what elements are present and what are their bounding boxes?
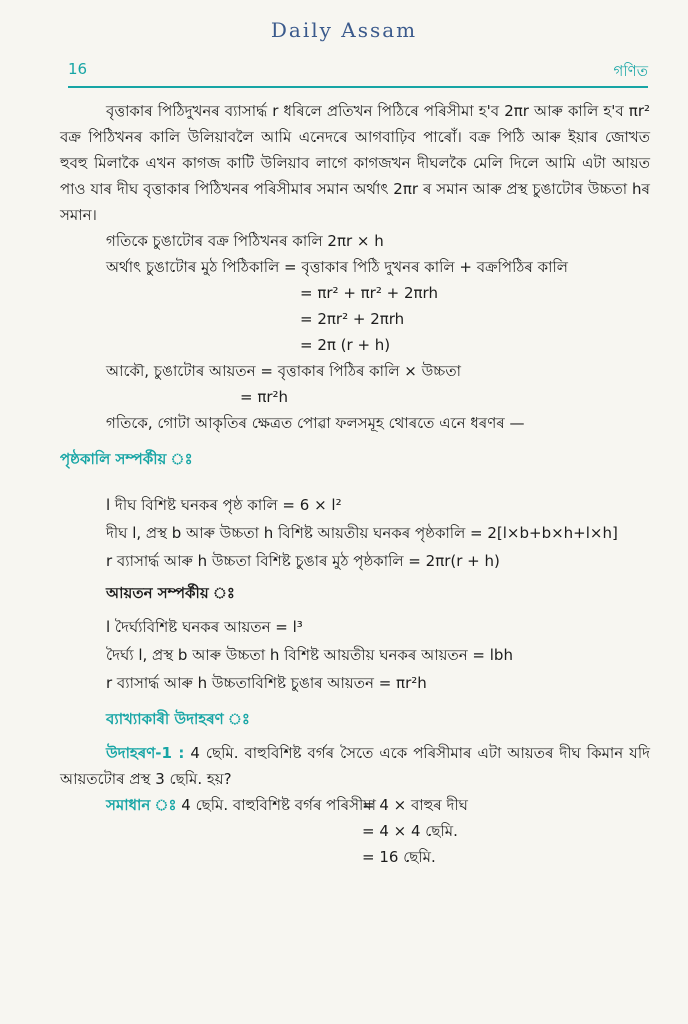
formula-line: l দৈৰ্ঘ্যবিশিষ্ট ঘনকৰ আয়তন = l³ bbox=[106, 618, 303, 636]
summary-line: গতিকে, গোটা আকৃতিৰ ক্ষেত্ৰত পোৱা ফলসমূহ থোৰতে এনে ধৰণৰ — bbox=[106, 414, 525, 432]
examples-heading: ব্যাখ্যাকাৰী উদাহৰণ ঃ bbox=[106, 710, 250, 728]
example-text: 4 ছেমি. বাহুবিশিষ্ট বৰ্গৰ সৈতে একে পৰিসীমাৰ এটা আয়তৰ দীঘ কিমান যদি আয়তটোৰ প্ৰস্থ 3 ছেমি. হয়? bbox=[60, 744, 650, 788]
solution-step-row: = 4 × 4 ছেমি. bbox=[362, 822, 458, 840]
page-number: 16 bbox=[68, 60, 88, 78]
curved-area-line: গতিকে চুঙাটোৰ বক্ৰ পিঠিখনৰ কালি 2πr × h bbox=[106, 232, 384, 250]
formula-line: l দীঘ বিশিষ্ট ঘনকৰ পৃষ্ঠ কালি = 6 × l² bbox=[106, 496, 342, 514]
formula-line: দৈৰ্ঘ্য l, প্ৰস্থ b আৰু উচ্চতা h বিশিষ্ট আয়তীয় ঘনকৰ আয়তন = lbh bbox=[106, 646, 513, 664]
header-rule bbox=[68, 86, 648, 88]
formula-line: r ব্যাসাৰ্দ্ধ আৰু h উচ্চতাবিশিষ্ট চুঙাৰ আয়তন = πr²h bbox=[106, 674, 427, 692]
subject-title: গণিত bbox=[613, 62, 648, 80]
solution-step: = 4 × বাহুৰ দীঘ bbox=[362, 796, 468, 814]
example-1 bbox=[60, 740, 650, 792]
example-label: উদাহৰণ-1 : bbox=[106, 744, 185, 762]
formula-line: r ব্যাসাৰ্দ্ধ আৰু h উচ্চতা বিশিষ্ট চুঙাৰ মুঠ পৃষ্ঠকালি = 2πr(r + h) bbox=[106, 552, 500, 570]
solution-lhs: 4 ছেমি. বাহুবিশিষ্ট বৰ্গৰ পৰিসীমা bbox=[181, 796, 376, 814]
surface-area-heading: পৃষ্ঠকালি সম্পৰ্কীয় ঃ bbox=[60, 450, 193, 468]
solution-step-row: = 16 ছেমি. bbox=[362, 848, 436, 866]
volume-heading: আয়তন সম্পৰ্কীয় ঃ bbox=[106, 584, 235, 602]
equation-step: = πr² + πr² + 2πrh bbox=[300, 284, 438, 302]
equation-step: = πr²h bbox=[240, 388, 289, 406]
watermark: Daily Assam bbox=[270, 18, 418, 42]
equation-step: = 2πr² + 2πrh bbox=[300, 310, 405, 328]
total-area-lhs: অৰ্থাৎ চুঙাটোৰ মুঠ পিঠিকালি = বৃত্তাকাৰ পিঠি দুখনৰ কালি + বক্ৰপিঠিৰ কালি bbox=[106, 258, 568, 276]
page-content bbox=[60, 98, 650, 870]
formula-line: দীঘ l, প্ৰস্থ b আৰু উচ্চতা h বিশিষ্ট আয়তীয় ঘনকৰ পৃষ্ঠকালি = 2[l×b+b×h+l×h] bbox=[106, 524, 618, 542]
volume-lhs: আকৌ, চুঙাটোৰ আয়তন = বৃত্তাকাৰ পিঠিৰ কালি × উচ্চতা bbox=[106, 362, 461, 380]
solution-first-line bbox=[60, 792, 650, 818]
solution-label: সমাধান ঃ bbox=[106, 796, 177, 814]
equation-step: = 2π (r + h) bbox=[300, 336, 391, 354]
intro-paragraph: বৃত্তাকাৰ পিঠিদুখনৰ ব্যাসাৰ্দ্ধ r ধৰিলে প্ৰতিখন পিঠিৰে পৰিসীমা হ'ব 2πr আৰু কালি হ'ব πr² বক্ৰ পিঠিখনৰ কালি উলিয়াবলৈ আমি এনেদৰে আগবাঢ়িব পাৰোঁ। বক্ৰ পিঠি আৰু ইয়াৰ জোখত হুবহু মিলাকৈ এখন কাগজ কাটি উলিয়াব লাগে কাগজখন দীঘলকৈ মেলি দিলে আমি এটা আয়ত পাও যাৰ দীঘ বৃত্তাকাৰ পিঠিখনৰ পৰিসীমাৰ সমান অৰ্থাৎ 2πr ৰ সমান আৰু প্ৰস্থ চুঙাটোৰ উচ্চতা hৰ সমান। bbox=[60, 102, 650, 224]
page-header bbox=[68, 60, 648, 82]
